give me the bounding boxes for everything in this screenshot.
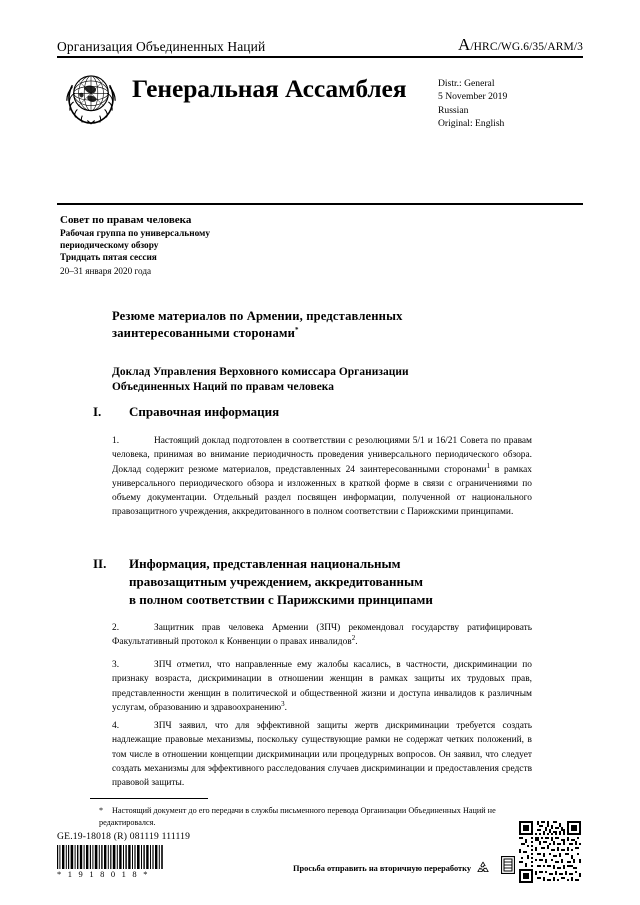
sub-title	[112, 365, 532, 396]
footnote-text: Настоящий документ до его передачи в службы письменного перевода Организации Объединенных Наций не редактировался.	[99, 806, 496, 827]
distribution-language: Russian	[438, 104, 469, 116]
council-block	[60, 214, 390, 277]
working-group-line2: периодическому обзору	[60, 241, 159, 252]
barcode	[57, 845, 167, 879]
paragraph-number-2: 2.	[112, 623, 120, 633]
footnote-marker: *	[99, 806, 104, 815]
paragraph-1	[112, 434, 532, 520]
paragraph-number-1: 1.	[112, 436, 120, 446]
session-dates: 20–31 января 2020 года	[60, 265, 152, 276]
sub-title-line2: Объединенных Наций по правам человека	[112, 381, 334, 394]
footnote-ref-3: 3	[281, 699, 285, 708]
distribution-block	[438, 77, 583, 131]
footnote-separator	[90, 798, 208, 799]
sub-title-line1: Доклад Управления Верховного комиссара Организации	[112, 365, 409, 378]
paragraph-3	[112, 658, 532, 715]
section-heading-1	[90, 403, 530, 421]
paragraph-text-1-after: в рамках универсального периодического обзора и изложенных в краткой форме в связи с ограничениями по объему документации. Отдельный раздел посвящен информации, полученной от национального правозащитного учреждения, аккредитованного в полном соответствии с Парижскими принципами.	[112, 464, 532, 518]
barcode-bars	[57, 845, 165, 869]
footnote-ref-1: 1	[486, 461, 491, 470]
masthead-main-row	[57, 58, 583, 131]
body-name: Генеральная Ассамблея	[132, 73, 407, 103]
main-title-asterisk: *	[295, 326, 299, 335]
main-title	[112, 308, 532, 343]
section-title-2	[129, 555, 540, 610]
main-title-line1: Резюме материалов по Армении, представленных	[112, 309, 403, 323]
distribution-original: Original: English	[438, 118, 505, 130]
masthead	[57, 36, 583, 131]
section-title-2-line2: правозащитным учреждением, аккредитованным	[129, 574, 423, 590]
paragraph-text-4: ЗПЧ заявил, что для эффективной защиты жертв дискриминации требуется создать надлежащие правовые механизмы, поскольку существующие рамки не содержат четких положений, в том числе в отношении концепции дискриминации или процедурных вопросов. Он заявил, что следует создать механизмы для эффективного расследования случаев дискриминации и предоставления средств правовой защиты.	[112, 721, 532, 789]
section-title-2-line1: Информация, представленная национальным	[129, 556, 401, 571]
section-title-2-line3: в полном соответствии с Парижскими принципами	[129, 592, 433, 608]
document-symbol-prefix: A	[457, 35, 471, 54]
paragraph-2	[112, 621, 532, 650]
barcode-number: * 1 9 1 8 0 1 8 *	[57, 869, 150, 879]
main-title-line2	[112, 325, 532, 342]
qr-code	[519, 821, 581, 883]
paragraph-number-4: 4.	[112, 721, 120, 731]
section-heading-2	[90, 555, 540, 610]
paragraph-text-3-after: .	[284, 702, 287, 713]
section-number-1: I.	[93, 404, 102, 419]
council-name: Совет по правам человека	[60, 214, 192, 226]
title-block	[112, 308, 532, 396]
un-side-icon	[501, 856, 515, 874]
paragraph-4	[112, 719, 532, 790]
footnote-block	[99, 805, 519, 829]
section-number-2: II.	[93, 556, 107, 571]
masthead-top-row	[57, 36, 583, 56]
main-title-line2-text: заинтересованными сторонами	[112, 326, 296, 341]
paragraph-text-2-after: .	[355, 637, 358, 648]
organization-name: Организация Объединенных Наций	[57, 39, 266, 54]
distribution-date: 5 November 2019	[438, 91, 508, 103]
document-symbol-rest: /HRC/WG.6/35/ARM/3	[470, 41, 583, 53]
working-group-line1: Рабочая группа по универсальному	[60, 228, 211, 239]
document-code: GE.19-18018 (R) 081119 111119	[57, 831, 191, 842]
paragraph-text-3: ЗПЧ отметил, что направленные ему жалобы касались, в частности, дискриминации по признаку возраста, дискриминации в отношении женщин в рамках защиты их трудовых прав, представленности женщин в политической и общественной жизни и доступа инвалидов к различным услугам, образованию и здравоохранению	[112, 660, 532, 713]
section-title-1: Справочная информация	[129, 404, 280, 419]
paragraph-text-2: Защитник прав человека Армении (ЗПЧ) рекомендовал государству ратифицировать Факультативный протокол к Конвенции о правах инвалидов	[112, 623, 532, 648]
session-number: Тридцать пятая сессия	[60, 253, 157, 264]
un-emblem-icon	[60, 66, 122, 128]
recycle-icon	[475, 860, 491, 876]
section-divider-rule	[57, 203, 583, 205]
paragraph-text-1: Настоящий доклад подготовлен в соответствии с резолюциями 5/1 и 16/21 Совета по правам человека, принимая во внимание периодичность проведения универсального периодического обзора. Доклад содержит резюме материалов, представленных 24 заинтересованными сторонами	[112, 436, 532, 475]
footnote-ref-2: 2	[351, 634, 356, 643]
document-symbol	[458, 36, 583, 54]
recycle-notice	[293, 860, 491, 876]
recycle-text: Просьба отправить на вторичную переработку	[293, 863, 472, 873]
paragraph-number-3: 3.	[112, 660, 120, 670]
distribution-distr: Distr.: General	[438, 77, 495, 89]
